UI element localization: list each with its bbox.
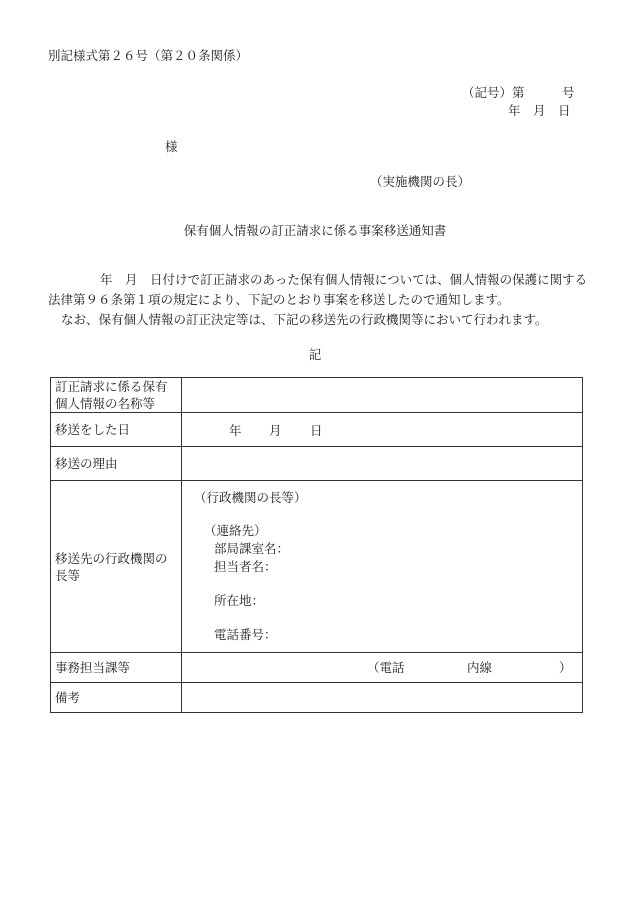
ki-heading: 記 — [308, 347, 322, 362]
transfer-reason-value[interactable] — [182, 447, 583, 481]
destination-label: 移送先の行政機関の長等 — [51, 481, 182, 653]
office-phone-label: （電話 — [367, 660, 405, 675]
table-row — [51, 413, 583, 447]
table-row — [51, 683, 583, 713]
addressee-suffix: 様 — [165, 139, 178, 154]
info-name-label: 訂正請求に係る保有個人情報の名称等 — [51, 378, 182, 413]
office-extension-label: 内線 — [467, 660, 493, 675]
body-paragraph-1: 年 月 日付けで訂正請求のあった保有個人情報については、個人情報の保護に関する法律第９６条第１項の規定により、下記のとおり事案を移送したので通知します。 — [48, 272, 588, 307]
document-number-line: （記号）第 号 — [462, 85, 575, 100]
document-date-line: 年 月 日 — [508, 103, 571, 118]
office-label: 事務担当課等 — [51, 653, 182, 683]
sender-label: （実施機関の長） — [370, 174, 471, 189]
transfer-date-label: 移送をした日 — [51, 413, 182, 447]
table-row — [51, 653, 583, 683]
table-row — [51, 447, 583, 481]
transfer-reason-label: 移送の理由 — [51, 447, 182, 481]
transfer-date-year: 年 — [229, 423, 242, 438]
transfer-date-day: 日 — [310, 423, 323, 438]
address-label: 所在地： — [214, 593, 265, 608]
contact-heading: （連絡先） — [204, 523, 267, 538]
table-row — [51, 481, 583, 653]
transfer-info-table — [50, 377, 583, 713]
info-name-value[interactable] — [182, 378, 583, 413]
body-paragraph-2: なお、保有個人情報の訂正決定等は、下記の移送先の行政機関等において行われます。 — [61, 312, 548, 327]
transfer-date-month: 月 — [269, 423, 282, 438]
department-label: 部局課室名： — [214, 541, 290, 556]
document-title: 保有個人情報の訂正請求に係る事案移送通知書 — [183, 223, 447, 238]
body-text — [48, 270, 588, 330]
form-number: 別記様式第２６号（第２０条関係） — [48, 48, 249, 63]
remarks-label: 備考 — [51, 683, 182, 713]
transfer-date-value[interactable] — [182, 413, 583, 447]
phone-label: 電話番号： — [214, 627, 277, 642]
office-close-paren: ） — [559, 660, 572, 675]
destination-head: （行政機関の長等） — [194, 490, 307, 505]
remarks-value[interactable] — [182, 683, 583, 713]
table-row — [51, 378, 583, 413]
office-value[interactable] — [182, 653, 583, 683]
destination-value[interactable] — [182, 481, 583, 653]
person-label: 担当者名： — [214, 559, 277, 574]
